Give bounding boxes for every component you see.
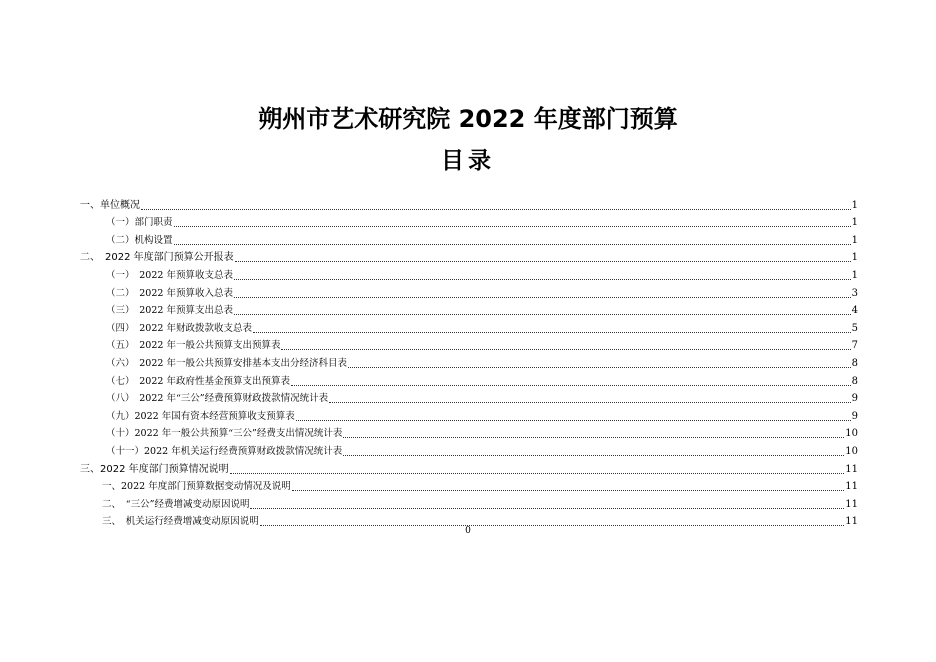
toc-entry[interactable] <box>80 458 858 476</box>
toc-entry-page: 1 <box>851 199 858 211</box>
toc-entry[interactable] <box>80 335 858 353</box>
toc-entry-page: 1 <box>851 252 858 264</box>
toc-entry[interactable] <box>80 405 858 423</box>
toc-entry-text: （一） 2022 年预算收支总表 <box>106 269 233 281</box>
dot-leader <box>329 402 850 403</box>
toc-entry-page: 5 <box>851 322 858 334</box>
dot-leader <box>292 490 845 491</box>
document-title: 朔州市艺术研究院 2022 年度部门预算 <box>258 105 678 133</box>
toc-entry-text: （十一）2022 年机关运行经费预算财政拨款情况统计表 <box>106 445 343 457</box>
toc-entry[interactable] <box>80 317 858 335</box>
toc-entry-text: 一、2022 年度部门预算数据变动情况及说明 <box>102 481 291 493</box>
toc-entry[interactable] <box>80 493 858 511</box>
toc-entry-text: 二、 “三公”经费增减变动原因说明 <box>102 498 250 510</box>
toc-entry[interactable] <box>80 476 858 494</box>
toc-entry[interactable] <box>80 352 858 370</box>
dot-leader <box>253 332 851 333</box>
dot-leader <box>235 261 851 262</box>
toc-entry[interactable] <box>80 229 858 247</box>
toc-entry-text: 三、 机关运行经费增减变动原因说明 <box>102 516 259 528</box>
toc-entry-page: 9 <box>851 393 858 405</box>
toc-entry-text: 三、2022 年度部门预算情况说明 <box>80 463 229 475</box>
dot-leader <box>291 385 851 386</box>
toc-entry[interactable] <box>80 440 858 458</box>
toc-entry-text: （十）2022 年一般公共预算“三公”经费支出情况统计表 <box>106 428 343 440</box>
dot-leader <box>296 420 851 421</box>
toc-entry-page: 1 <box>851 234 858 246</box>
dot-leader <box>281 349 850 350</box>
dot-leader <box>343 455 844 456</box>
toc-entry[interactable] <box>80 423 858 441</box>
page-number: 0 <box>465 526 471 536</box>
toc-entry[interactable] <box>80 247 858 265</box>
dot-leader <box>343 437 844 438</box>
table-of-contents <box>80 194 858 528</box>
dot-leader <box>174 226 851 227</box>
toc-entry[interactable] <box>80 300 858 318</box>
toc-entry[interactable] <box>80 370 858 388</box>
toc-entry-page: 10 <box>845 445 858 457</box>
toc-entry[interactable] <box>80 264 858 282</box>
toc-entry[interactable] <box>80 388 858 406</box>
toc-entry-text: 一、单位概况 <box>80 199 140 211</box>
dot-leader <box>234 297 851 298</box>
toc-entry-page: 9 <box>851 410 858 422</box>
toc-entry-page: 3 <box>851 287 858 299</box>
toc-entry-page: 8 <box>851 375 858 387</box>
dot-leader <box>174 244 851 245</box>
toc-entry-page: 8 <box>851 357 858 369</box>
toc-heading: 目录 <box>441 148 495 174</box>
dot-leader <box>234 314 851 315</box>
toc-entry-page: 11 <box>845 481 858 493</box>
toc-entry-page: 1 <box>851 217 858 229</box>
toc-entry-text: （六） 2022 年一般公共预算安排基本支出分经济科目表 <box>106 357 347 369</box>
toc-entry-text: （二）机构设置 <box>106 234 173 246</box>
toc-entry[interactable] <box>80 194 858 212</box>
dot-leader <box>250 508 844 509</box>
dot-leader <box>141 209 851 210</box>
toc-entry[interactable] <box>80 212 858 230</box>
toc-entry-text: （五） 2022 年一般公共预算支出预算表 <box>106 340 281 352</box>
toc-entry-page: 7 <box>851 340 858 352</box>
dot-leader <box>348 367 851 368</box>
toc-entry-text: （七） 2022 年政府性基金预算支出预算表 <box>106 375 290 387</box>
toc-entry-text: （九）2022 年国有资本经营预算收支预算表 <box>106 410 295 422</box>
toc-entry-text: 二、 2022 年度部门预算公开报表 <box>80 252 234 264</box>
toc-entry-text: （八） 2022 年“三公”经费预算财政拨款情况统计表 <box>106 393 329 405</box>
toc-entry-page: 4 <box>851 305 858 317</box>
toc-entry-page: 11 <box>845 516 858 528</box>
toc-entry-text: （三） 2022 年预算支出总表 <box>106 305 233 317</box>
toc-entry-page: 11 <box>845 463 858 475</box>
toc-entry-page: 11 <box>845 498 858 510</box>
toc-entry-text: （一）部门职责 <box>106 217 173 229</box>
toc-entry[interactable] <box>80 282 858 300</box>
dot-leader <box>234 279 851 280</box>
toc-entry-text: （四） 2022 年财政拨款收支总表 <box>106 322 252 334</box>
toc-entry-page: 1 <box>851 269 858 281</box>
toc-entry-text: （二） 2022 年预算收入总表 <box>106 287 233 299</box>
toc-entry-page: 10 <box>845 428 858 440</box>
dot-leader <box>230 473 845 474</box>
